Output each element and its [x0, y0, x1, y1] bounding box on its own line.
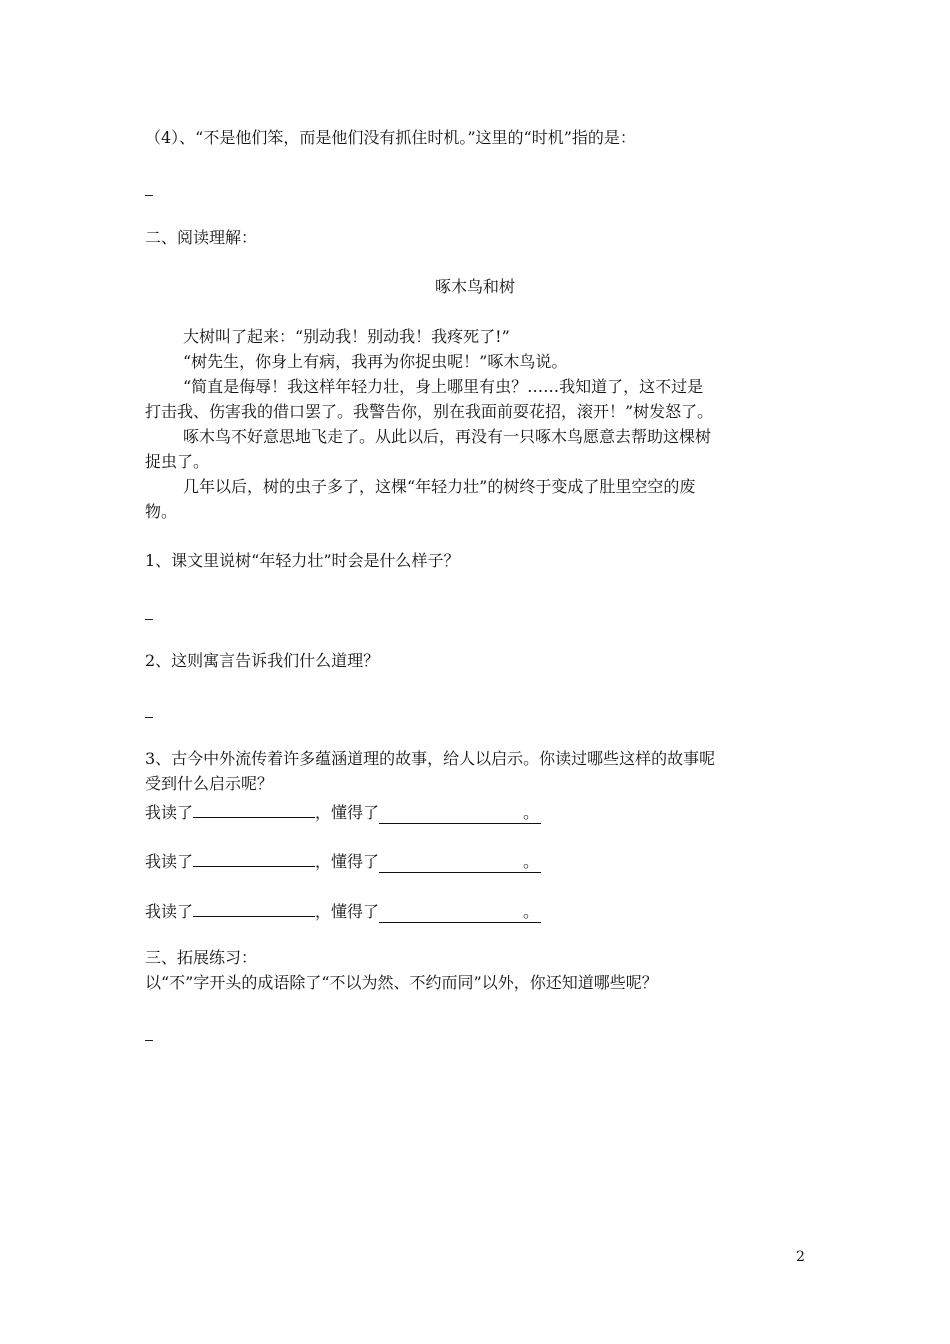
book-title-blank[interactable] — [193, 899, 315, 917]
read-label: 我读了 — [145, 902, 194, 921]
section-2-heading: 二、阅读理解： — [145, 228, 258, 247]
understood-label: ，懂得了 — [315, 852, 380, 871]
understood-label: ，懂得了 — [315, 803, 380, 822]
page-number: 2 — [796, 1249, 805, 1265]
reading-fill-row — [145, 849, 541, 873]
section-3-heading: 三、拓展练习： — [145, 948, 258, 967]
answer-blank-section-3[interactable] — [145, 1040, 153, 1041]
lesson-blank[interactable] — [379, 900, 523, 917]
book-title-blank[interactable] — [193, 800, 315, 818]
understood-label: ，懂得了 — [315, 902, 380, 921]
story-paragraph-4-line-2: 捉虫了。 — [145, 452, 210, 471]
reading-fill-row — [145, 800, 541, 824]
book-title-blank[interactable] — [193, 849, 315, 867]
answer-blank-q1[interactable] — [145, 619, 153, 620]
section-3-prompt: 以“不”字开头的成语除了“不以为然、不约而同”以外，你还知道哪些呢？ — [145, 973, 658, 992]
lesson-blank[interactable] — [379, 850, 523, 867]
story-paragraph-3-line-1: “简直是侮辱！我这样年轻力壮，身上哪里有虫？……我知道了，这不过是 — [183, 377, 704, 396]
question-1: 1、课文里说树“年轻力壮”时会是什么样子？ — [145, 551, 460, 570]
story-title: 啄木鸟和树 — [434, 277, 515, 296]
reading-fill-row — [145, 899, 541, 923]
question-2: 2、这则寓言告诉我们什么道理？ — [145, 651, 380, 670]
answer-blank-q4[interactable] — [145, 195, 153, 196]
story-paragraph-2: “树先生，你身上有病，我再为你捉虫呢！”啄木鸟说。 — [183, 352, 568, 371]
story-paragraph-5-line-1: 几年以后，树的虫子多了，这棵“年轻力壮”的树终于变成了肚里空空的废 — [183, 477, 696, 496]
lesson-blank[interactable] — [379, 801, 523, 818]
question-3-line-1: 3、古今中外流传着许多蕴涵道理的故事，给人以启示。你读过哪些这样的故事呢 — [145, 749, 716, 768]
end-mark: 。 — [523, 803, 540, 822]
end-mark: 。 — [523, 852, 540, 871]
read-label: 我读了 — [145, 803, 194, 822]
end-mark: 。 — [523, 902, 540, 921]
story-paragraph-5-line-2: 物。 — [145, 502, 178, 521]
question-4: （4）、“不是他们笨，而是他们没有抓住时机。”这里的“时机”指的是： — [145, 128, 636, 147]
question-3-line-2: 受到什么启示呢？ — [145, 774, 274, 793]
answer-blank-q2[interactable] — [145, 717, 153, 718]
story-paragraph-4-line-1: 啄木鸟不好意思地飞走了。从此以后，再没有一只啄木鸟愿意去帮助这棵树 — [183, 427, 712, 446]
story-paragraph-1: 大树叫了起来：“别动我！别动我！我疼死了!” — [183, 327, 510, 346]
read-label: 我读了 — [145, 852, 194, 871]
story-paragraph-3-line-2: 打击我、伤害我的借口罢了。我警告你，别在我面前耍花招，滚开！”树发怒了。 — [145, 402, 714, 421]
